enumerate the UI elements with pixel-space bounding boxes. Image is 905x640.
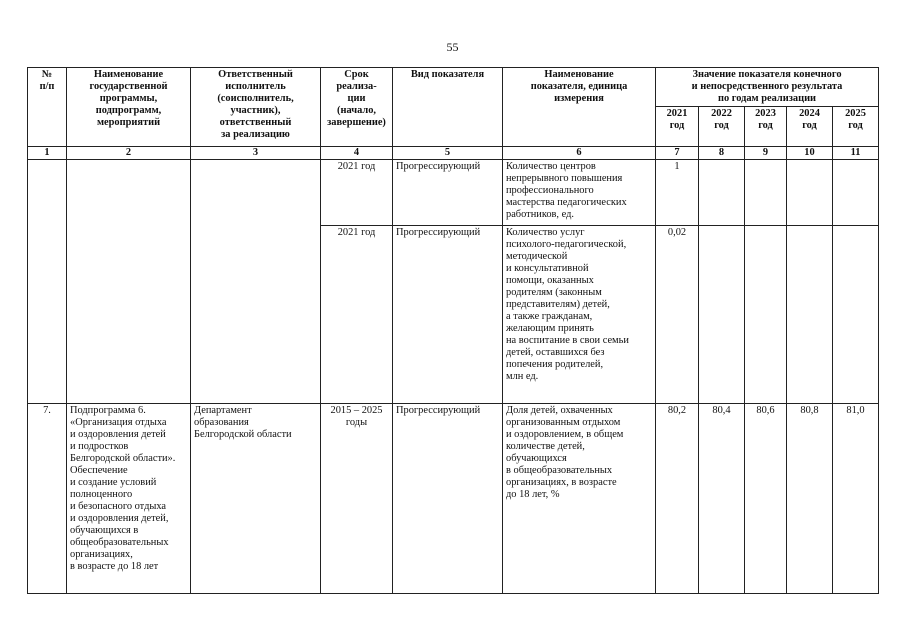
value-2023: 80,6 <box>745 404 787 594</box>
col-number: 4 <box>321 147 393 160</box>
header-indicator: Наименование показателя, единица измерения <box>503 68 656 147</box>
col-number: 6 <box>503 147 656 160</box>
col-number: 10 <box>787 147 833 160</box>
value-2023 <box>745 226 787 404</box>
col-number: 1 <box>28 147 67 160</box>
type-cell: Прогрессирующий <box>393 160 503 226</box>
program-cell-empty <box>67 160 191 404</box>
col-number: 3 <box>191 147 321 160</box>
header-term: Срок реализа- ции (начало, завершение) <box>321 68 393 147</box>
header-year-2021: 2021 год <box>656 107 699 147</box>
value-2024: 80,8 <box>787 404 833 594</box>
num-cell: 7. <box>28 404 67 594</box>
header-year-2025: 2025 год <box>833 107 879 147</box>
executor-cell: Департамент образования Белгородской области <box>191 404 321 594</box>
term-cell: 2021 год <box>321 226 393 404</box>
header-program: Наименование государственной программы, подпрограмм, мероприятий <box>67 68 191 147</box>
term-cell: 2021 год <box>321 160 393 226</box>
program-cell: Подпрограмма 6. «Организация отдыха и оздоровления детей и подростков Белгородской области». Обеспечение и создание условий полноценного и безопасного отдыха и оздоровления детей, обучающихся в общеобразовательных организациях, в возрасте до 18 лет <box>67 404 191 594</box>
table-row <box>28 160 879 226</box>
page-number: 55 <box>446 40 459 54</box>
value-2024 <box>787 226 833 404</box>
indicator-cell: Доля детей, охваченных организованным отдыхом и оздоровлением, в общем количестве детей, обучающихся в общеобразовательных организациях, в возрасте до 18 лет, % <box>503 404 656 594</box>
header-year-2024: 2024 год <box>787 107 833 147</box>
header-values-group: Значение показателя конечного и непосредственного результата по годам реализации <box>656 68 879 107</box>
executor-cell-empty <box>191 160 321 404</box>
col-number: 2 <box>67 147 191 160</box>
value-2024 <box>787 160 833 226</box>
indicator-cell: Количество центров непрерывного повышения профессионального мастерства педагогических работников, ед. <box>503 160 656 226</box>
col-number: 7 <box>656 147 699 160</box>
header-num: № п/п <box>28 68 67 147</box>
value-2021: 1 <box>656 160 699 226</box>
value-2021: 0,02 <box>656 226 699 404</box>
value-2025 <box>833 160 879 226</box>
header-type: Вид показателя <box>393 68 503 147</box>
header-year-2022: 2022 год <box>699 107 745 147</box>
table-row <box>28 404 879 594</box>
value-2025: 81,0 <box>833 404 879 594</box>
type-cell: Прогрессирующий <box>393 404 503 594</box>
header-year-2023: 2023 год <box>745 107 787 147</box>
indicators-table <box>27 67 879 594</box>
num-cell-empty <box>28 160 67 404</box>
col-number: 9 <box>745 147 787 160</box>
type-cell: Прогрессирующий <box>393 226 503 404</box>
value-2025 <box>833 226 879 404</box>
value-2021: 80,2 <box>656 404 699 594</box>
value-2022 <box>699 226 745 404</box>
header-executor: Ответственный исполнитель (соисполнитель, участник), ответственный за реализацию <box>191 68 321 147</box>
column-numbers-row <box>28 147 879 160</box>
col-number: 5 <box>393 147 503 160</box>
col-number: 8 <box>699 147 745 160</box>
value-2022: 80,4 <box>699 404 745 594</box>
indicator-cell: Количество услуг психолого-педагогической, методической и консультативной помощи, оказанных родителям (законным представителям) детей, а также гражданам, желающим принять на воспитание в свои семьи детей, оставшихся без попечения родителей, млн ед. <box>503 226 656 404</box>
term-cell: 2015 – 2025 годы <box>321 404 393 594</box>
col-number: 11 <box>833 147 879 160</box>
value-2023 <box>745 160 787 226</box>
value-2022 <box>699 160 745 226</box>
